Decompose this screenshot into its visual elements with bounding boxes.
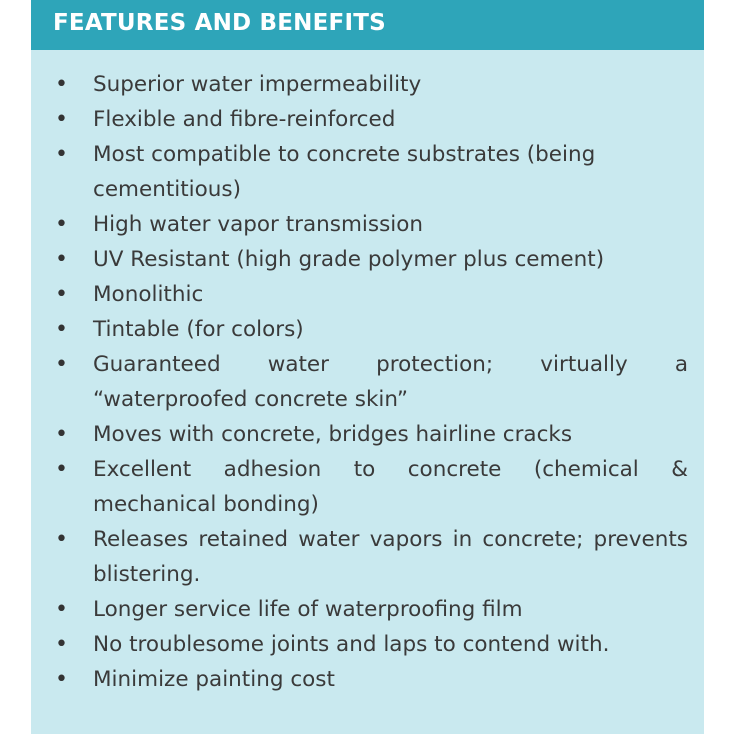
list-item bbox=[31, 662, 704, 697]
bullet-icon: • bbox=[55, 597, 68, 622]
bullet-icon: • bbox=[55, 247, 68, 272]
list-item-text: Longer service life of waterproofing film bbox=[93, 597, 523, 622]
bullet-icon: • bbox=[55, 107, 68, 132]
features-panel bbox=[31, 0, 704, 734]
list-item-text: Guaranteed water protection; virtually a “waterproofed concrete skin” bbox=[93, 352, 688, 412]
list-item bbox=[31, 207, 704, 242]
list-item-text: Minimize painting cost bbox=[93, 667, 335, 692]
list-item bbox=[31, 347, 704, 417]
bullet-icon: • bbox=[55, 527, 68, 552]
bullet-icon: • bbox=[55, 667, 68, 692]
bullet-icon: • bbox=[55, 142, 68, 167]
list-item-text: Tintable (for colors) bbox=[93, 317, 304, 342]
list-item bbox=[31, 592, 704, 627]
list-item-text: Flexible and fibre-reinforced bbox=[93, 107, 396, 132]
bullet-icon: • bbox=[55, 317, 68, 342]
list-item-text: Excellent adhesion to concrete (chemical & mechanical bonding) bbox=[93, 457, 688, 517]
list-item bbox=[31, 277, 704, 312]
list-item-text: Monolithic bbox=[93, 282, 204, 307]
list-item-text: Superior water impermeability bbox=[93, 72, 422, 97]
list-item bbox=[31, 312, 704, 347]
list-item-text: Most compatible to concrete substrates (being cementitious) bbox=[93, 142, 596, 202]
list-item bbox=[31, 102, 704, 137]
section-title: FEATURES AND BENEFITS bbox=[53, 10, 386, 36]
list-item bbox=[31, 417, 704, 452]
list-item-text: UV Resistant (high grade polymer plus cement) bbox=[93, 247, 605, 272]
list-item bbox=[31, 242, 704, 277]
list-item bbox=[31, 522, 704, 592]
list-item bbox=[31, 627, 704, 662]
list-item bbox=[31, 452, 704, 522]
list-item bbox=[31, 67, 704, 102]
section-header bbox=[31, 0, 704, 50]
bullet-icon: • bbox=[55, 632, 68, 657]
list-item-text: High water vapor transmission bbox=[93, 212, 424, 237]
bullet-icon: • bbox=[55, 282, 68, 307]
bullet-icon: • bbox=[55, 457, 68, 482]
list-item-text: No troublesome joints and laps to contend with. bbox=[93, 632, 610, 657]
bullet-icon: • bbox=[55, 422, 68, 447]
list-item-text: Moves with concrete, bridges hairline cracks bbox=[93, 422, 573, 447]
bullet-icon: • bbox=[55, 352, 68, 377]
features-list bbox=[31, 67, 704, 697]
bullet-icon: • bbox=[55, 212, 68, 237]
list-item bbox=[31, 137, 704, 207]
list-item-text: Releases retained water vapors in concrete; prevents blistering. bbox=[93, 527, 688, 587]
bullet-icon: • bbox=[55, 72, 68, 97]
